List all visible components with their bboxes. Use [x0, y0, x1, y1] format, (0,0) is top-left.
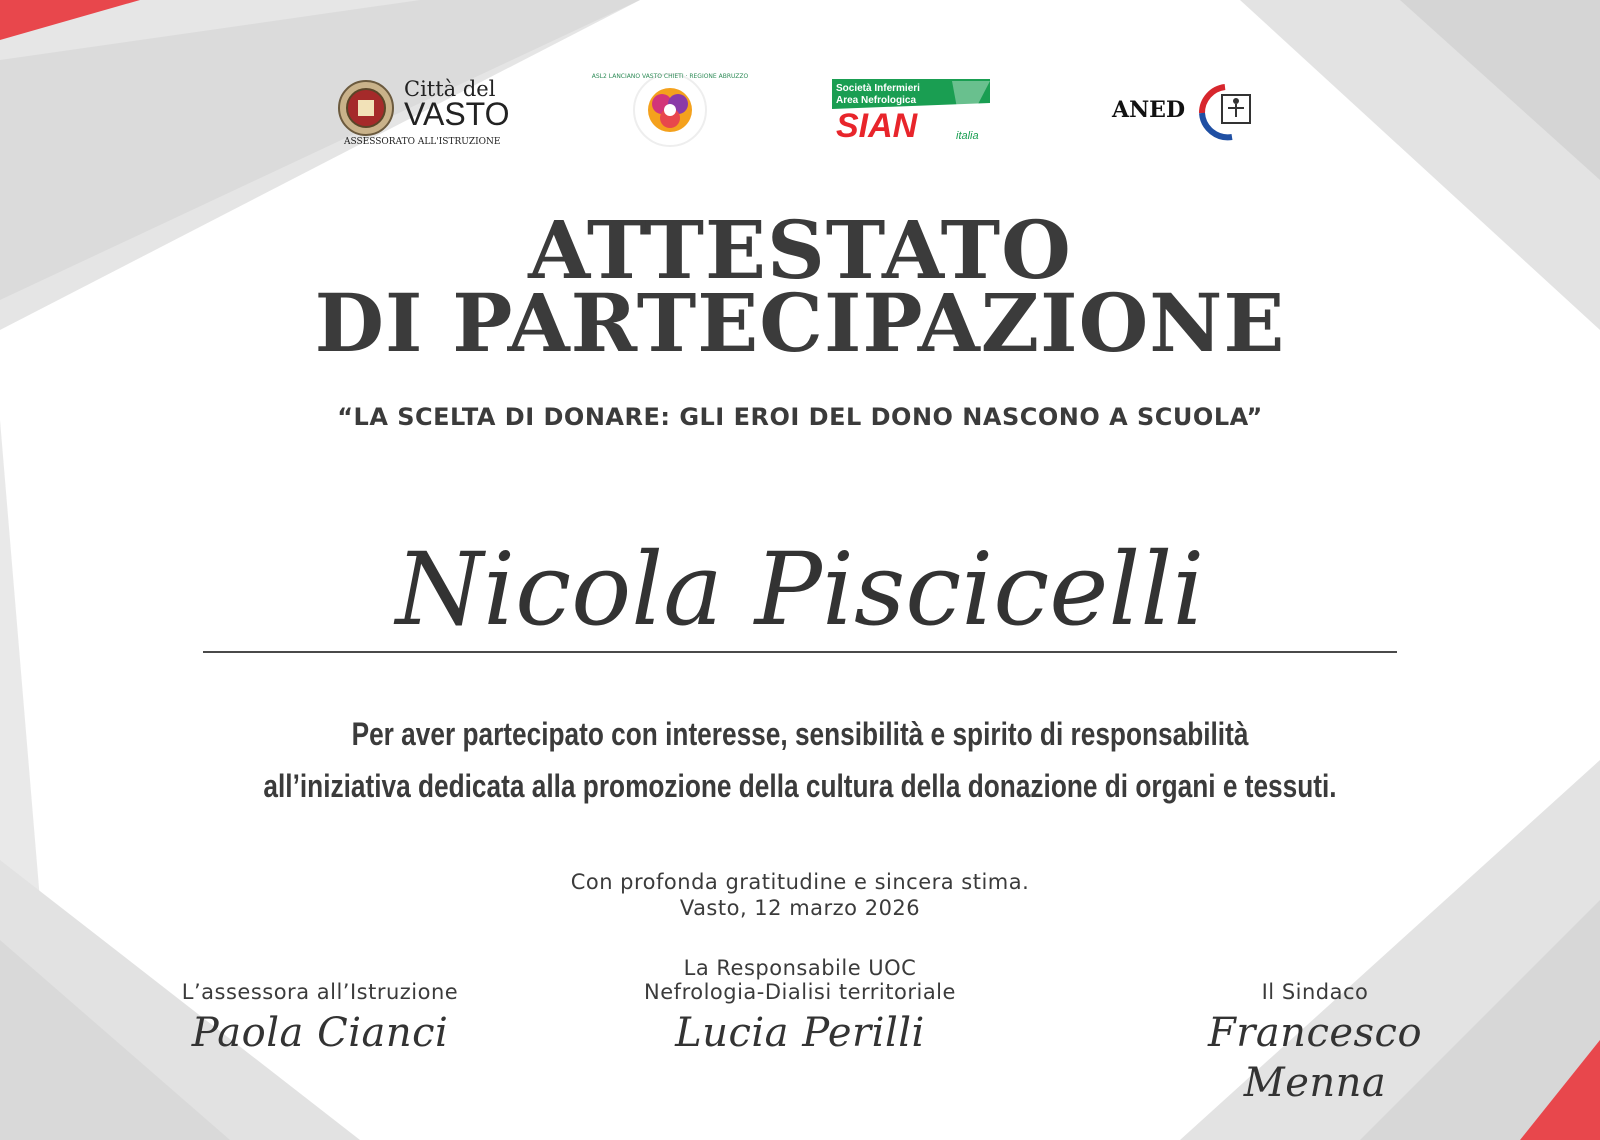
recipient-underline: [203, 651, 1397, 653]
svg-text:Società Infermieri: Società Infermieri: [836, 83, 920, 94]
signature-role: La Responsabile UOC: [683, 956, 917, 980]
closing-line1: Con profonda gratitudine e sincera stima.: [570, 870, 1030, 894]
logos-row: [0, 70, 1600, 160]
citta-del-vasto-logo: [338, 70, 528, 150]
signature-block-sindaco: [1150, 980, 1480, 1108]
signature-name: Paola Cianci: [191, 1010, 449, 1056]
recipient-name: Nicola Piscicelli: [395, 531, 1205, 648]
svg-text:VASTO: VASTO: [404, 96, 510, 132]
asl-logo: [591, 70, 749, 150]
svg-text:Città del: Città del: [404, 77, 496, 101]
signature-block-responsabile: [600, 956, 1000, 1058]
certificate-title-line2: DI PARTECIPAZIONE: [314, 276, 1286, 370]
body-text-line2: all’iniziativa dedicata alla promozione della cultura della donazione di organi e tessuti.: [263, 768, 1337, 804]
closing-date: Vasto, 12 marzo 2026: [679, 896, 921, 920]
certificate-title-line1: ATTESTATO: [528, 203, 1072, 297]
svg-text:ASSESSORATO ALL'ISTRUZIONE: ASSESSORATO ALL'ISTRUZIONE: [344, 137, 501, 147]
svg-text:SIAN: SIAN: [836, 107, 918, 145]
body-text-line1: Per aver partecipato con interesse, sensibilità e spirito di responsabilità: [351, 716, 1249, 752]
signature-name: Lucia Perilli: [675, 1010, 925, 1056]
signature-role: L’assessora all’Istruzione: [181, 980, 459, 1004]
aned-logo: [1110, 70, 1260, 150]
svg-text:italia: italia: [956, 130, 979, 142]
svg-text:ASL2 LANCIANO VASTO CHIETI · R: ASL2 LANCIANO VASTO CHIETI · REGIONE ABRUZZO: [591, 73, 749, 80]
signature-block-assessora: [140, 980, 500, 1058]
signature-name: Francesco Menna: [1207, 1010, 1423, 1106]
signature-role: Il Sindaco: [1261, 980, 1369, 1004]
svg-text:ANED: ANED: [1112, 97, 1186, 123]
svg-text:Area Nefrologica: Area Nefrologica: [836, 95, 917, 106]
event-subtitle: “LA SCELTA DI DONARE: GLI EROI DEL DONO NASCONO A SCUOLA”: [337, 403, 1263, 431]
sian-logo: [832, 70, 992, 150]
signature-role-department: Nefrologia-Dialisi territoriale: [644, 980, 956, 1004]
